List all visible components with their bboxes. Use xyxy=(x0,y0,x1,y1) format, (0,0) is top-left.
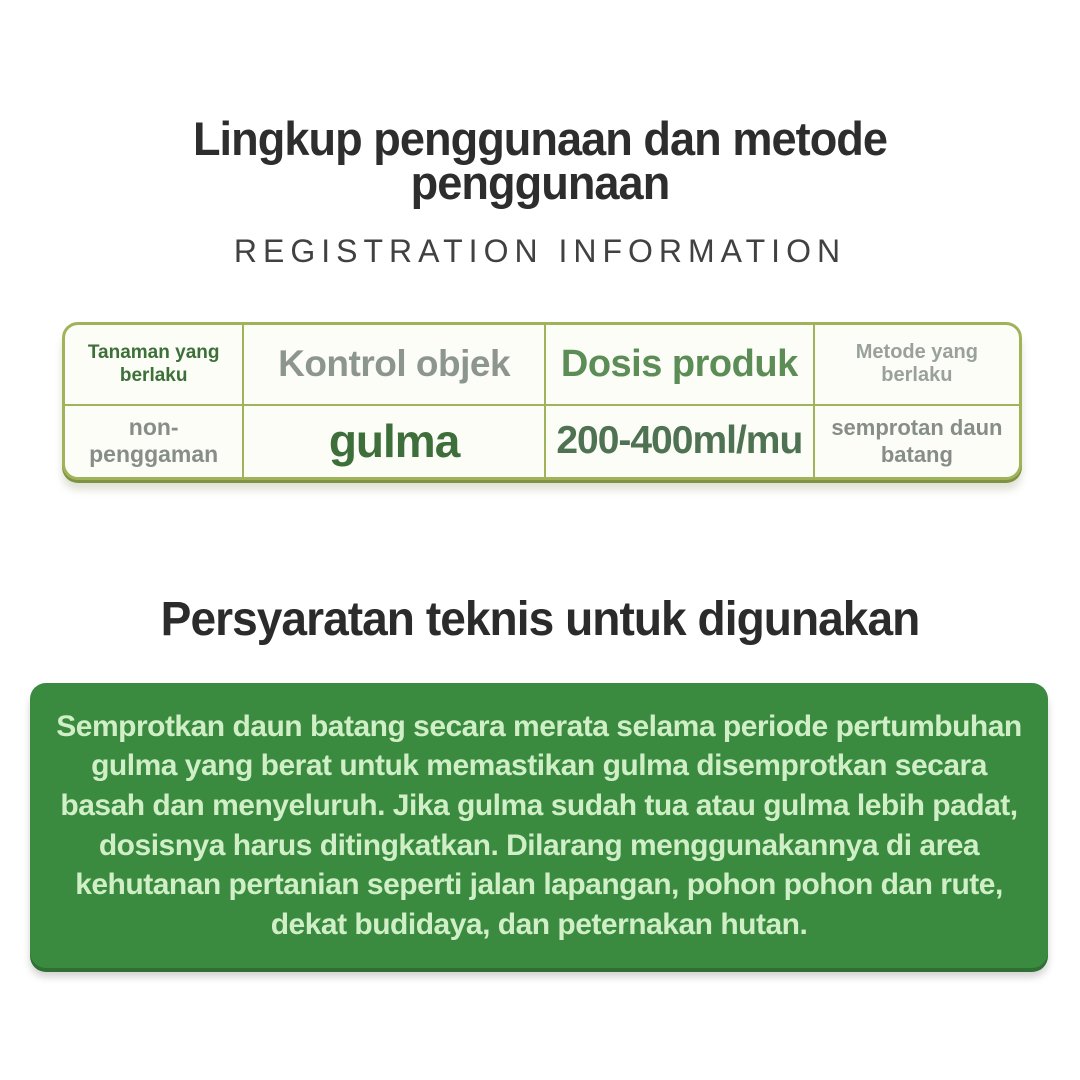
registration-table xyxy=(62,322,1022,480)
instructions-panel xyxy=(30,683,1048,968)
table-cell-product-dose: 200-400ml/mu xyxy=(546,406,815,477)
registration-subtitle: REGISTRATION INFORMATION xyxy=(233,233,847,269)
instructions-text: Semprotkan daun batang secara merata selama periode pertumbuhan gulma yang berat untuk memastikan gulma disemprotkan secara basah dan menyeluruh. Jika gulma sudah tua atau gulma lebih padat, dosisnya harus ditingkatkan. Dilarang menggunakannya di area kehutanan pertanian seperti jalan lapangan, pohon pohon dan rute, dekat budidaya, dan peternakan hutan. xyxy=(56,709,1022,941)
page-title: Lingkup penggunaan dan metode penggunaan xyxy=(192,112,888,209)
table-cell-control-object: gulma xyxy=(244,406,545,477)
table-cell-applicable-plants: non-penggaman xyxy=(65,406,244,477)
table-header-control-object: Kontrol objek xyxy=(244,325,545,406)
table-header-applicable-method: Metode yang berlaku xyxy=(815,325,1019,406)
table-header-applicable-plants: Tanaman yang berlaku xyxy=(65,325,244,406)
table-header-product-dose: Dosis produk xyxy=(546,325,815,406)
table-cell-applicable-method: semprotan daun batang xyxy=(831,414,1003,468)
technical-requirements-title: Persyaratan teknis untuk digunakan xyxy=(160,592,920,646)
